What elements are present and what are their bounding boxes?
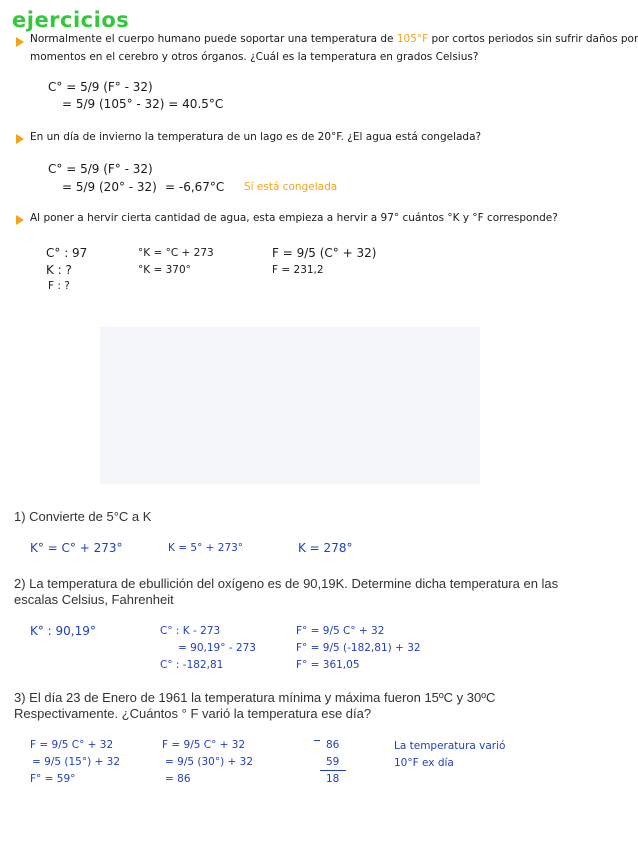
- ex1-statement: Normalmente el cuerpo humano puede soportar una temperatura de 105°F por cortos periodos sin sufrir daños por: [30, 33, 638, 45]
- ex3-k-value: K : ?: [46, 263, 72, 277]
- ex3-statement: Al poner a hervir cierta cantidad de agua, esta empieza a hervir a 97° cuántos °K y °F corresponde?: [30, 212, 558, 224]
- ex2-answer: Sí está congelada: [244, 181, 338, 193]
- q1-answer-1: K° = C° + 273°: [30, 541, 123, 555]
- q3-max-3: = 86: [165, 773, 191, 785]
- q3-subtraction-top: 86: [326, 739, 340, 751]
- ex1-formula-2: = 5/9 (105° - 32) = 40.5°C: [62, 97, 224, 111]
- q3-note-1: La temperatura varió: [394, 740, 506, 752]
- bullet-icon: [16, 215, 24, 225]
- ex3-f-value: F : ?: [48, 280, 70, 292]
- q2-celsius-1: C° : K - 273: [160, 625, 221, 637]
- q2-celsius-2: = 90,19° - 273: [178, 642, 256, 654]
- q3-subtraction-result: 18: [326, 773, 340, 785]
- question-2: 2) La temperatura de ebullición del oxígeno es de 90,19K. Determine dicha temperatura en las escalas Celsius, Fahrenheit: [14, 576, 559, 607]
- q2-fahrenheit-1: F° = 9/5 C° + 32: [296, 625, 385, 637]
- ex2-statement: En un día de invierno la temperatura de un lago es de 20°F. ¿El agua está congelada?: [30, 131, 482, 143]
- ex1-highlight: 105°F: [396, 33, 429, 45]
- minus-sign-icon: [314, 740, 320, 741]
- q3-max-2: = 9/5 (30°) + 32: [165, 756, 254, 768]
- ex3-k-formula: °K = °C + 273: [138, 247, 214, 259]
- ex1-statement-2: momentos en el cerebro y otros órganos. ¿Cuál es la temperatura en grados Celsius?: [30, 51, 479, 63]
- q1-answer-2: K = 5° + 273°: [168, 542, 244, 554]
- ex3-c-value: C° : 97: [46, 246, 88, 260]
- ex2-result: = -6,67°C: [165, 180, 225, 194]
- q3-min-1: F = 9/5 C° + 32: [30, 739, 114, 751]
- q2-fahrenheit-2: F° = 9/5 (-182,81) + 32: [296, 642, 421, 654]
- q3-note-2: 10°F ex día: [394, 757, 454, 769]
- bullet-icon: [16, 134, 24, 144]
- q3-min-2: = 9/5 (15°) + 32: [32, 756, 121, 768]
- ex3-f-formula: F = 9/5 (C° + 32): [272, 246, 377, 260]
- image-placeholder: [100, 327, 480, 484]
- ex3-f-result: F = 231,2: [272, 264, 324, 276]
- q2-fahrenheit-3: F° = 361,05: [296, 659, 360, 671]
- q3-max-1: F = 9/5 C° + 32: [162, 739, 246, 751]
- subtraction-line: [320, 770, 346, 771]
- ex3-k-result: °K = 370°: [138, 264, 191, 276]
- question-3: 3) El día 23 de Enero de 1961 la temperatura mínima y máxima fueron 15ºC y 30ºC Respectivamente. ¿Cuántos ° F varió la temperatura ese día?: [14, 690, 496, 721]
- q1-answer-3: K = 278°: [298, 541, 353, 555]
- q2-kelvin: K° : 90,19°: [30, 624, 96, 638]
- ex1-formula-1: C° = 5/9 (F° - 32): [48, 80, 153, 94]
- question-1: 1) Convierte de 5°C a K: [14, 509, 152, 524]
- q3-subtraction-bottom: 59: [326, 756, 340, 768]
- ex2-formula-2: = 5/9 (20° - 32): [62, 180, 157, 194]
- ex2-formula-1: C° = 5/9 (F° - 32): [48, 162, 153, 176]
- q3-min-3: F° = 59°: [30, 773, 76, 785]
- bullet-icon: [16, 37, 24, 47]
- q2-celsius-3: C° : -182,81: [160, 659, 224, 671]
- page-title: ejercicios: [12, 8, 130, 32]
